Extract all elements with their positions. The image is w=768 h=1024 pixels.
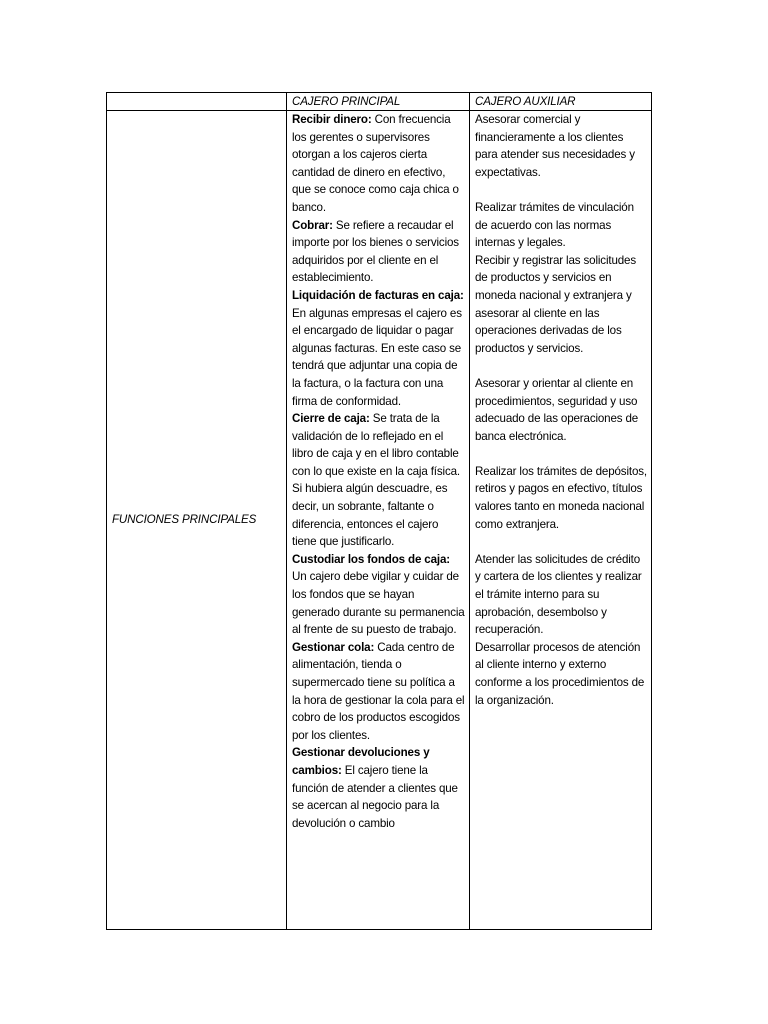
function-text: Un cajero debe vigilar y cuidar de los fondos que se hayan generado durante su permanencia al frente de su puesto de trabajo. xyxy=(292,570,465,637)
function-title: Cobrar: xyxy=(292,218,333,232)
header-cell-empty xyxy=(107,93,287,111)
table-header-row xyxy=(107,93,652,111)
function-title: Cierre de caja: xyxy=(292,412,370,426)
auxiliar-function-item: Asesorar y orientar al cliente en procedimientos, seguridad y uso adecuado de las operaciones de banca electrónica. xyxy=(475,376,639,443)
auxiliar-function-item: Realizar los trámites de depósitos, retiros y pagos en efectivo, títulos valores tanto en moneda nacional como extranjera. xyxy=(475,464,647,531)
function-text: Cada centro de alimentación, tienda o supermercado tiene su política a la hora de gestionar la cola para el cobro de los productos escogidos por los clientes. xyxy=(292,640,465,742)
function-title: Recibir dinero: xyxy=(292,113,372,126)
function-text: Se trata de la validación de lo reflejado en el libro de caja y en el libro contable con lo que existe en la caja física. Si hubiera algún descuadre, es decir, un sobrante, faltante o diferencia, entonces el cajero tiene que justificarlo. xyxy=(292,412,460,549)
principal-functions-cell xyxy=(287,111,470,930)
auxiliar-function-item: Desarrollar procesos de atención al cliente interno y externo conforme a los procedimientos de la organización. xyxy=(475,640,645,707)
auxiliar-function-item: Atender las solicitudes de crédito y cartera de los clientes y realizar el trámite interno para su aprobación, desembolso y recuperación. xyxy=(475,552,642,637)
table-row xyxy=(107,111,652,930)
row-label-funciones: FUNCIONES PRINCIPALES xyxy=(107,111,287,930)
principal-function-item xyxy=(292,111,465,217)
principal-function-item xyxy=(292,744,465,832)
principal-function-item xyxy=(292,217,465,287)
function-title: Gestionar cola: xyxy=(292,640,375,654)
principal-function-item xyxy=(292,639,465,745)
function-text: Con frecuencia los gerentes o supervisores otorgan a los cajeros cierta cantidad de dinero en efectivo, que se conoce como caja chica o banco. xyxy=(292,113,459,214)
functions-table xyxy=(106,92,652,930)
function-title: Custodiar los fondos de caja: xyxy=(292,552,450,566)
auxiliar-function-item: Asesorar comercial y financieramente a los clientes para atender sus necesidades y expectativas. xyxy=(475,113,635,179)
function-text: Se refiere a recaudar el importe por los bienes o servicios adquiridos por el cliente en el establecimiento. xyxy=(292,218,459,285)
auxiliar-functions-cell xyxy=(470,111,652,930)
principal-function-item xyxy=(292,410,465,551)
function-title: Liquidación de facturas en caja: xyxy=(292,288,464,302)
header-cajero-auxiliar: CAJERO AUXILIAR xyxy=(470,93,652,111)
function-text: El cajero tiene la función de atender a clientes que se acercan al negocio para la devolución o cambio xyxy=(292,763,458,830)
principal-function-item xyxy=(292,551,465,639)
function-title: Gestionar devoluciones y cambios: xyxy=(292,746,430,777)
principal-function-item xyxy=(292,287,465,410)
function-text: En algunas empresas el cajero es el encargado de liquidar o pagar algunas facturas. En este caso se tendrá que adjuntar una copia de la factura, o la factura con una firma de conformidad. xyxy=(292,306,462,408)
header-cajero-principal: CAJERO PRINCIPAL xyxy=(287,93,470,111)
auxiliar-function-item: Recibir y registrar las solicitudes de productos y servicios en moneda nacional y extranjera y asesorar al cliente en las operaciones derivadas de los productos y servicios. xyxy=(475,253,636,355)
auxiliar-function-item: Realizar trámites de vinculación de acuerdo con las normas internas y legales. xyxy=(475,200,634,250)
